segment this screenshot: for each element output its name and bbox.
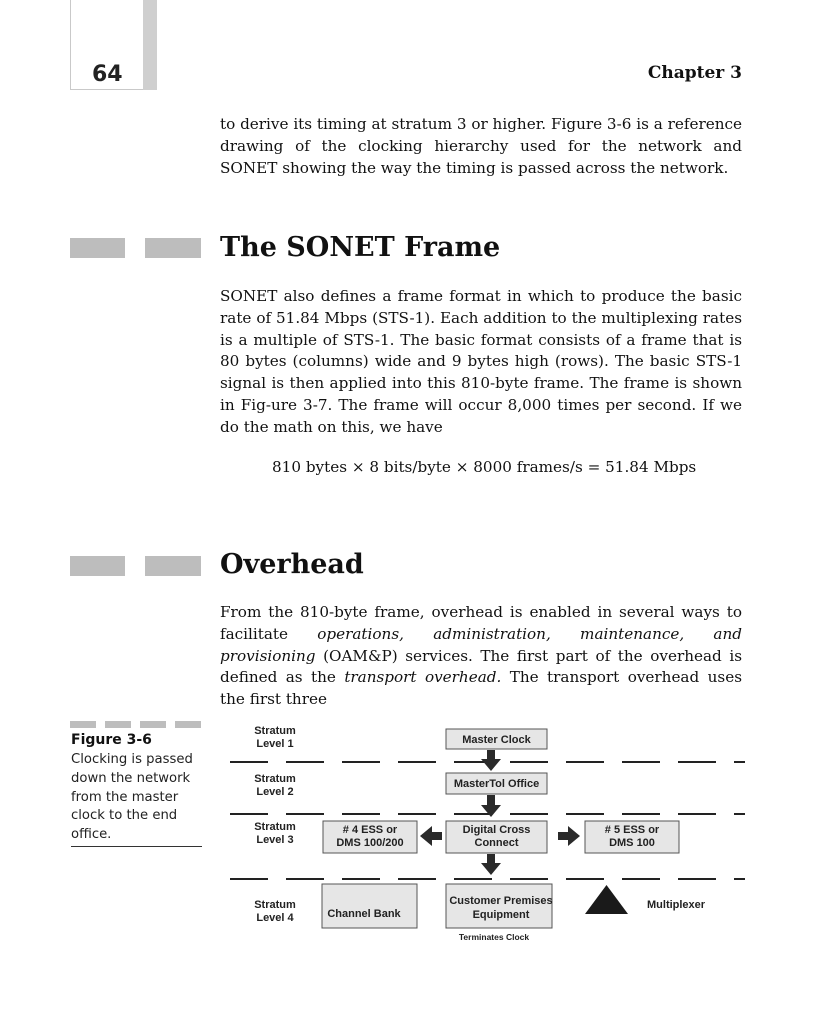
master-clock-label: Master Clock	[462, 734, 531, 746]
ess4-label-line2: DMS 100/200	[336, 837, 404, 849]
stratum-3-level: Level 3	[256, 834, 294, 846]
terminates-clock-label: Terminates Clock	[458, 932, 530, 942]
section-marker	[145, 238, 201, 258]
stratum-2-level: Level 2	[256, 786, 294, 798]
sonet-frame-paragraph: SONET also defines a frame format in which to produce the basic rate of 51.84 Mbps (STS-1). Each addition to the multiplexing rates is a multiple of STS-1. The basic format consists of a frame that is 80 bytes (columns) wide and 9 bytes high (rows). The basic STS-1 signal is then applied into this 810-byte frame. The frame is shown in Fig-ure 3-7. The frame will occur 8,000 times per second. If we do the math on this, we have	[220, 287, 742, 436]
figure-caption: Clocking is passed down the network from the master clock to the end office.	[71, 752, 193, 843]
stratum-4-label: Stratum	[254, 899, 296, 911]
caption-rule	[71, 846, 202, 847]
section-marker	[145, 556, 201, 576]
arrow-right-icon	[558, 826, 580, 846]
ess5-label-line2: DMS 100	[609, 837, 655, 849]
digital-cross-connect-line2: Connect	[474, 837, 519, 849]
stratum-2-label: Stratum	[254, 773, 296, 785]
frame-rate-formula: 810 bytes × 8 bits/byte × 8000 frames/s = 51.84 Mbps	[272, 458, 697, 476]
section-marker	[70, 556, 125, 576]
stratum-1-level: Level 1	[256, 738, 294, 750]
multiplexer-triangle-icon	[585, 885, 628, 914]
overhead-paragraph: From the 810-byte frame, overhead is enabled in several ways to facilitate operations, administration, maintenance, and provisioning (OAM&P) services. The first part of the overhead is defined as the transport overhead. The transport overhead uses the first three	[220, 603, 742, 709]
arrow-down-icon	[481, 854, 501, 875]
stratum-1-label: Stratum	[254, 725, 296, 737]
section-heading-sonet-frame: The SONET Frame	[220, 232, 501, 263]
arrow-down-icon	[481, 750, 501, 771]
page-tab-bar	[143, 0, 157, 90]
figure-title: Figure 3-6	[71, 732, 152, 748]
ess4-label-line1: # 4 ESS or	[342, 824, 398, 836]
intro-paragraph: to derive its timing at stratum 3 or higher. Figure 3-6 is a reference drawing of the clocking hierarchy used for the network and SONET showing the way the timing is passed across the network.	[220, 115, 742, 177]
section-heading-overhead: Overhead	[220, 549, 364, 580]
page-number: 64	[92, 62, 123, 87]
multiplexer-label: Multiplexer	[647, 899, 706, 911]
stratum-4-level: Level 4	[256, 912, 294, 924]
master-toll-office-label: MasterTol Office	[453, 778, 540, 790]
section-marker	[70, 238, 125, 258]
caption-marker	[70, 721, 202, 728]
channel-bank-label: Channel Bank	[327, 908, 401, 920]
stratum-3-label: Stratum	[254, 821, 296, 833]
chapter-title: Chapter 3	[647, 63, 742, 83]
cpe-label-line2: Equipment	[472, 909, 530, 921]
clocking-hierarchy-diagram	[220, 720, 750, 950]
arrow-left-icon	[420, 826, 442, 846]
channel-bank-box	[322, 884, 417, 928]
cpe-label-line1: Customer Premises	[449, 895, 553, 907]
ess5-label-line1: # 5 ESS or	[604, 824, 660, 836]
digital-cross-connect-line1: Digital Cross	[462, 824, 531, 836]
